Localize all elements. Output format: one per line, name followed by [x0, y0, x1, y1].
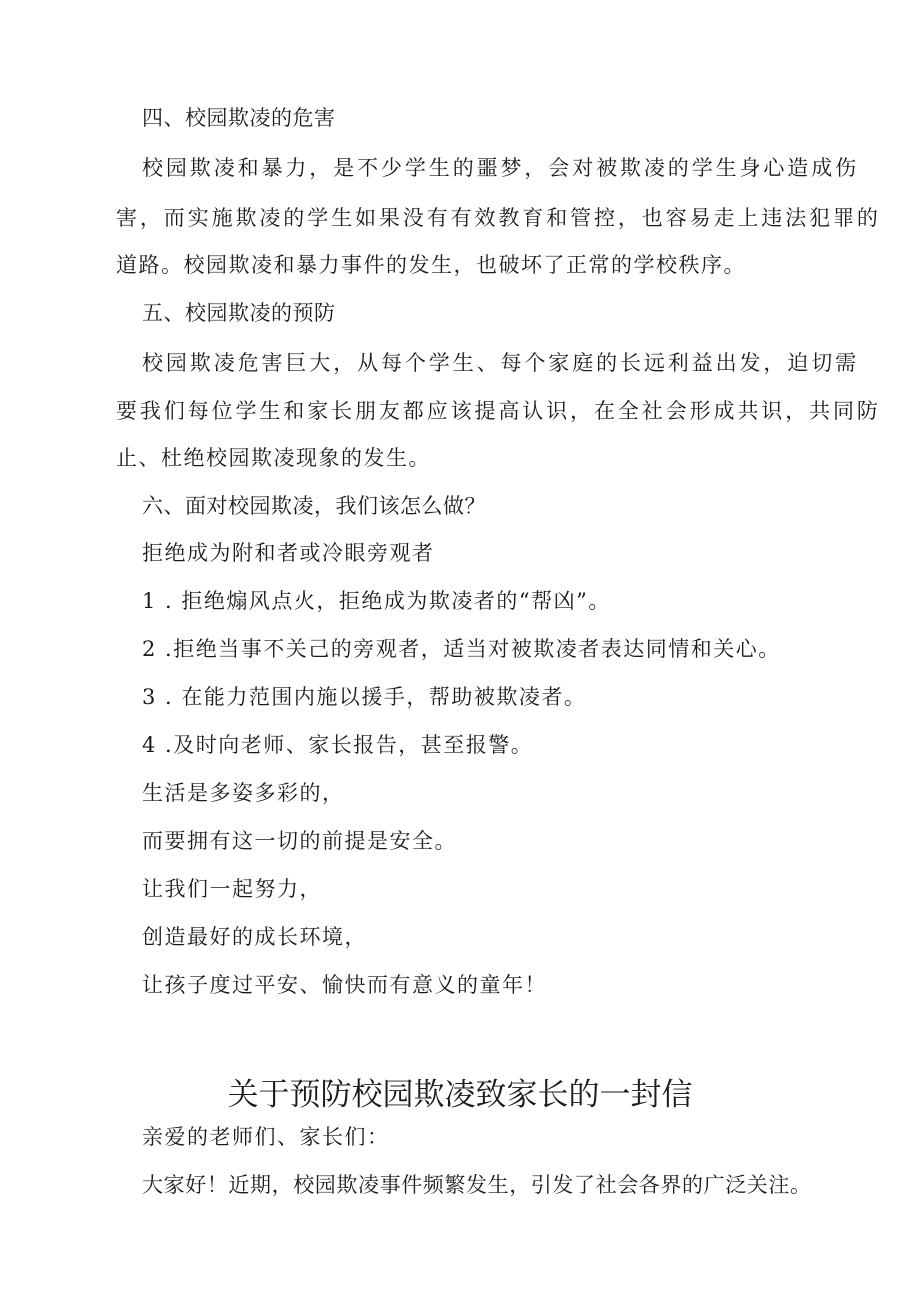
- letter-first-line: 大家好！近期，校园欺凌事件频繁发生，引发了社会各界的广泛关注。: [142, 1173, 812, 1197]
- closing-line: 让我们一起努力，: [142, 877, 322, 901]
- letter-salutation: 亲爱的老师们、家长们：: [142, 1125, 390, 1149]
- section-5-paragraph-line: 校园欺凌危害巨大，从每个学生、每个家庭的长远利益出发，迫切需: [142, 351, 859, 375]
- section-4-heading: 四、校园欺凌的危害: [142, 106, 336, 130]
- closing-line: 创造最好的成长环境，: [142, 925, 367, 949]
- section-4-paragraph-line: 校园欺凌和暴力，是不少学生的噩梦，会对被欺凌的学生身心造成伤: [142, 156, 859, 180]
- closing-line: 让孩子度过平安、愉快而有意义的童年！: [142, 973, 547, 997]
- section-5-heading: 五、校园欺凌的预防: [142, 301, 336, 325]
- section-5-paragraph-line: 止、杜绝校园欺凌现象的发生。: [116, 446, 431, 470]
- list-item: 2 .拒绝当事不关己的旁观者，适当对被欺凌者表达同情和关心。: [142, 637, 781, 661]
- section-6-heading: 六、面对校园欺凌，我们该怎么做？: [142, 494, 486, 518]
- section-4-paragraph-line: 害，而实施欺凌的学生如果没有有效教育和管控，也容易走上违法犯罪的: [116, 206, 881, 230]
- section-5-paragraph-line: 要我们每位学生和家长朋友都应该提高认识，在全社会形成共识，共同防: [116, 399, 881, 423]
- closing-line: 而要拥有这一切的前提是安全。: [142, 829, 457, 853]
- closing-line: 生活是多姿多彩的，: [142, 781, 345, 805]
- section-4-paragraph-line: 道路。校园欺凌和暴力事件的发生，也破坏了正常的学校秩序。: [116, 253, 746, 277]
- section-6-intro: 拒绝成为附和者或冷眼旁观者: [142, 541, 435, 565]
- letter-title: 关于预防校园欺凌致家长的一封信: [227, 1077, 693, 1113]
- list-item: 4 .及时向老师、家长报告，甚至报警。: [142, 733, 534, 757]
- list-item: 3 . 在能力范围内施以援手，帮助被欺凌者。: [142, 685, 587, 709]
- list-item: 1 . 拒绝煽风点火，拒绝成为欺凌者的“帮凶”。: [142, 589, 611, 613]
